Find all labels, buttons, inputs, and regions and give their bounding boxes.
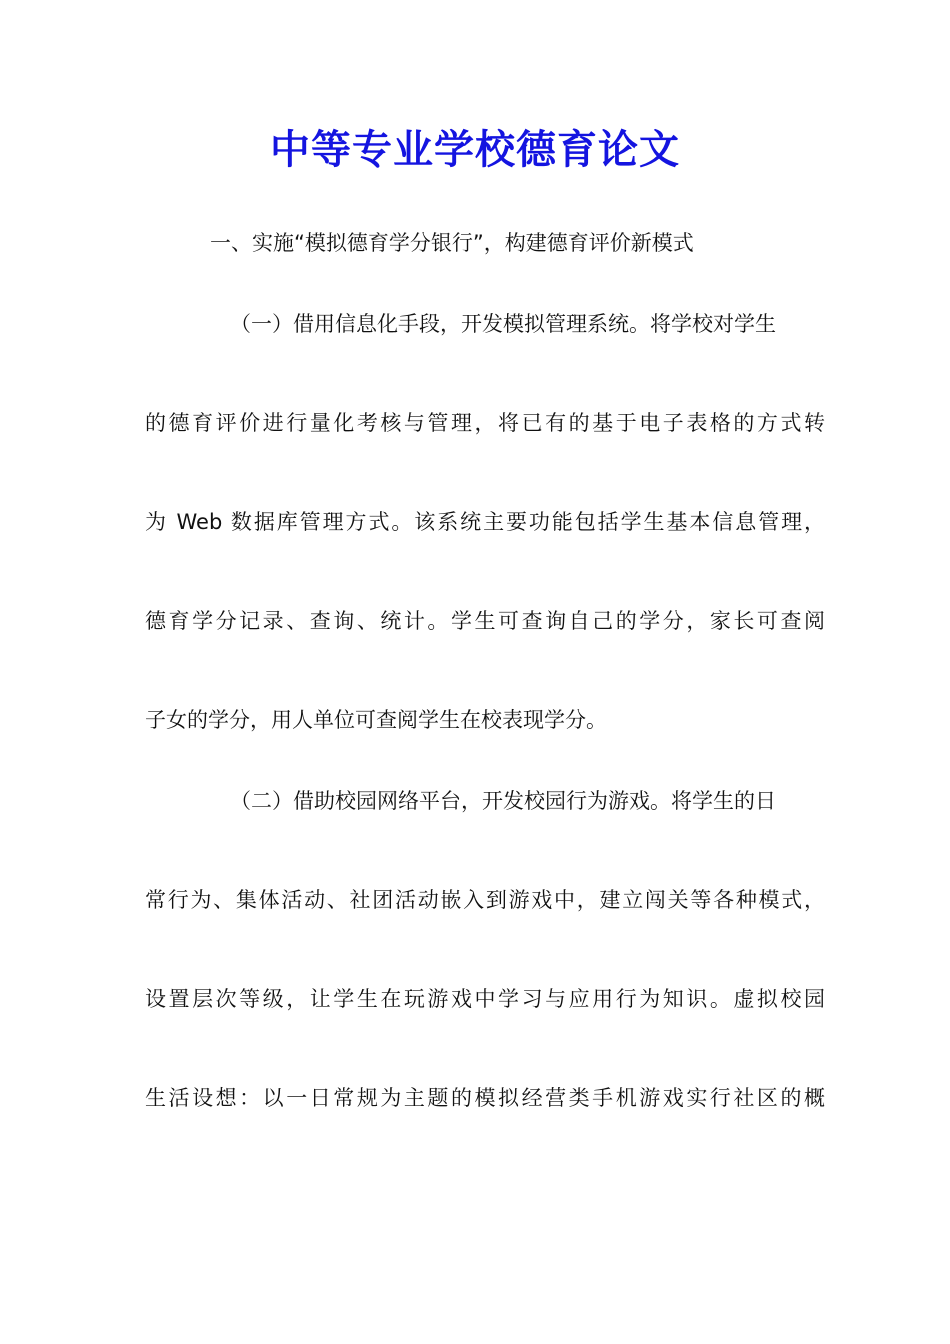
section-heading: 一、实施“模拟德育学分银行”，构建德育评价新模式	[210, 231, 694, 255]
paragraph-line: 为 Web 数据库管理方式。该系统主要功能包括学生基本信息管理，	[145, 510, 825, 534]
paragraph-line: （一）借用信息化手段，开发模拟管理系统。将学校对学生	[230, 312, 776, 336]
paragraph-line: 的德育评价进行量化考核与管理，将已有的基于电子表格的方式转	[145, 411, 825, 435]
paragraph-line: 德育学分记录、查询、统计。学生可查询自己的学分，家长可查阅	[145, 609, 825, 633]
paragraph-line: 常行为、集体活动、社团活动嵌入到游戏中，建立闯关等各种模式，	[145, 888, 825, 912]
paragraph-line: 设置层次等级，让学生在玩游戏中学习与应用行为知识。虚拟校园	[145, 987, 825, 1011]
paragraph-line: 子女的学分，用人单位可查阅学生在校表现学分。	[145, 708, 607, 732]
paragraph-line: 生活设想：以一日常规为主题的模拟经营类手机游戏实行社区的概	[145, 1086, 825, 1110]
document-title: 中等专业学校德育论文	[270, 126, 680, 173]
paragraph-line: （二）借助校园网络平台，开发校园行为游戏。将学生的日	[230, 789, 776, 813]
